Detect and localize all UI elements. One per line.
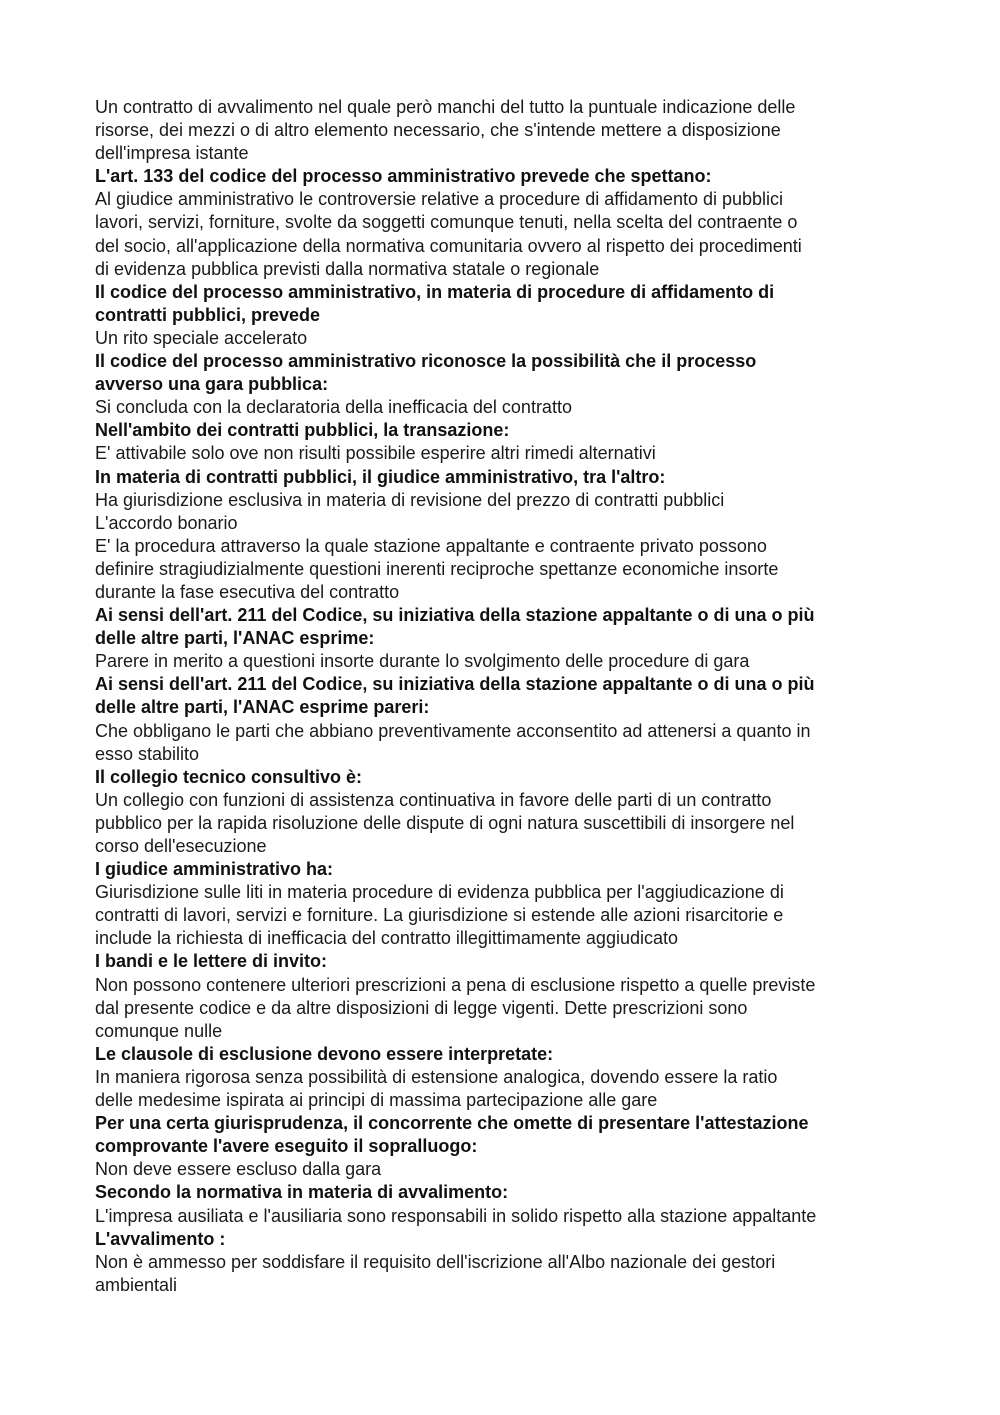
question-line: Nell'ambito dei contratti pubblici, la transazione: [95, 420, 510, 441]
answer-line: Un contratto di avvalimento nel quale però manchi del tutto la puntuale indicazione delle [95, 97, 796, 117]
question-line: Il codice del processo amministrativo riconosce la possibilità che il processo [95, 351, 757, 372]
answer-line: Parere in merito a questioni insorte durante lo svolgimento delle procedure di gara [95, 651, 750, 672]
answer-line: pubblico per la rapida risoluzione delle dispute di ogni natura suscettibili di insorgere nel [95, 812, 795, 833]
question-line: avverso una gara pubblica: [95, 374, 329, 395]
question-line: Il collegio tecnico consultivo è: [95, 766, 363, 787]
question-line: delle altre parti, l'ANAC esprime: [95, 628, 375, 649]
question-line: I bandi e le lettere di invito: [95, 951, 328, 972]
answer-line: definire stragiudizialmente questioni inerenti reciproche spettanze economiche insorte [95, 558, 779, 579]
question-line: Ai sensi dell'art. 211 del Codice, su iniziativa della stazione appaltante o di una o più [95, 605, 815, 626]
answer-line: ambientali [95, 1274, 178, 1295]
answer-line: lavori, servizi, forniture, svolte da soggetti comunque tenuti, nella scelta del contraente o [95, 212, 798, 233]
answer-line: E' la procedura attraverso la quale stazione appaltante e contraente privato possono [95, 535, 767, 556]
answer-line: Non è ammesso per soddisfare il requisito dell'iscrizione all'Albo nazionale dei gestori [95, 1251, 776, 1272]
answer-line: contratti di lavori, servizi e forniture. La giurisdizione si estende alle azioni risarcitorie e [95, 905, 784, 926]
answer-line: Un collegio con funzioni di assistenza continuativa in favore delle parti di un contratto [95, 789, 772, 810]
question-line: I giudice amministrativo ha: [95, 859, 334, 880]
answer-line: comunque nulle [95, 1020, 223, 1041]
answer-line: Al giudice amministrativo le controversie relative a procedure di affidamento di pubblici [95, 189, 784, 210]
question-line: L'avvalimento : [95, 1228, 226, 1249]
answer-line: di evidenza pubblica previsti dalla normativa statale o regionale [95, 258, 600, 279]
answer-line: dal presente codice e da altre disposizioni di legge vigenti. Dette prescrizioni sono [95, 997, 748, 1018]
question-line: Ai sensi dell'art. 211 del Codice, su iniziativa della stazione appaltante o di una o più [95, 674, 815, 695]
answer-line: Si concluda con la declaratoria della inefficacia del contratto [95, 397, 572, 418]
answer-line: risorse, dei mezzi o di altro elemento necessario, che s'intende mettere a disposizione [95, 120, 781, 141]
question-line: L'art. 133 del codice del processo amministrativo prevede che spettano: [95, 166, 712, 187]
question-line: Il codice del processo amministrativo, in materia di procedure di affidamento di [95, 281, 775, 302]
answer-line: Non deve essere escluso dalla gara [95, 1159, 382, 1180]
answer-line: Un rito speciale accelerato [95, 327, 308, 348]
answer-line: Giurisdizione sulle liti in materia procedure di evidenza pubblica per l'aggiudicazione di [95, 882, 784, 903]
answer-line: del socio, all'applicazione della normativa comunitaria ovvero al rispetto dei procedimenti [95, 235, 802, 256]
answer-line: Ha giurisdizione esclusiva in materia di revisione del prezzo di contratti pubblici [95, 489, 725, 510]
answer-line: Non possono contenere ulteriori prescrizioni a pena di esclusione rispetto a quelle previste [95, 974, 816, 995]
question-line: In materia di contratti pubblici, il giudice amministrativo, tra l'altro: [95, 466, 666, 487]
question-line: Secondo la normativa in materia di avvalimento: [95, 1182, 509, 1203]
answer-line: corso dell'esecuzione [95, 836, 267, 856]
answer-line: Che obbligano le parti che abbiano preventivamente acconsentito ad attenersi a quanto in [95, 720, 811, 741]
answer-line: L'impresa ausiliata e l'ausiliaria sono responsabili in solido rispetto alla stazione appaltante [95, 1205, 817, 1226]
answer-line: In maniera rigorosa senza possibilità di estensione analogica, dovendo essere la ratio [95, 1066, 778, 1087]
question-line: Le clausole di esclusione devono essere interpretate: [95, 1043, 554, 1064]
answer-line: include la richiesta di inefficacia del contratto illegittimamente aggiudicato [95, 928, 678, 949]
question-line: delle altre parti, l'ANAC esprime pareri: [95, 697, 430, 718]
answer-line: L'accordo bonario [95, 512, 238, 533]
question-line: comprovante l'avere eseguito il sopralluogo: [95, 1136, 478, 1157]
answer-line: dell'impresa istante [95, 143, 249, 164]
document-body [95, 96, 910, 1297]
answer-line: E' attivabile solo ove non risulti possibile esperire altri rimedi alternativi [95, 443, 656, 464]
answer-line: delle medesime ispirata ai principi di massima partecipazione alle gare [95, 1090, 658, 1111]
answer-line: esso stabilito [95, 743, 200, 764]
answer-line: durante la fase esecutiva del contratto [95, 581, 400, 602]
question-line: Per una certa giurisprudenza, il concorrente che omette di presentare l'attestazione [95, 1113, 809, 1134]
question-line: contratti pubblici, prevede [95, 304, 321, 325]
